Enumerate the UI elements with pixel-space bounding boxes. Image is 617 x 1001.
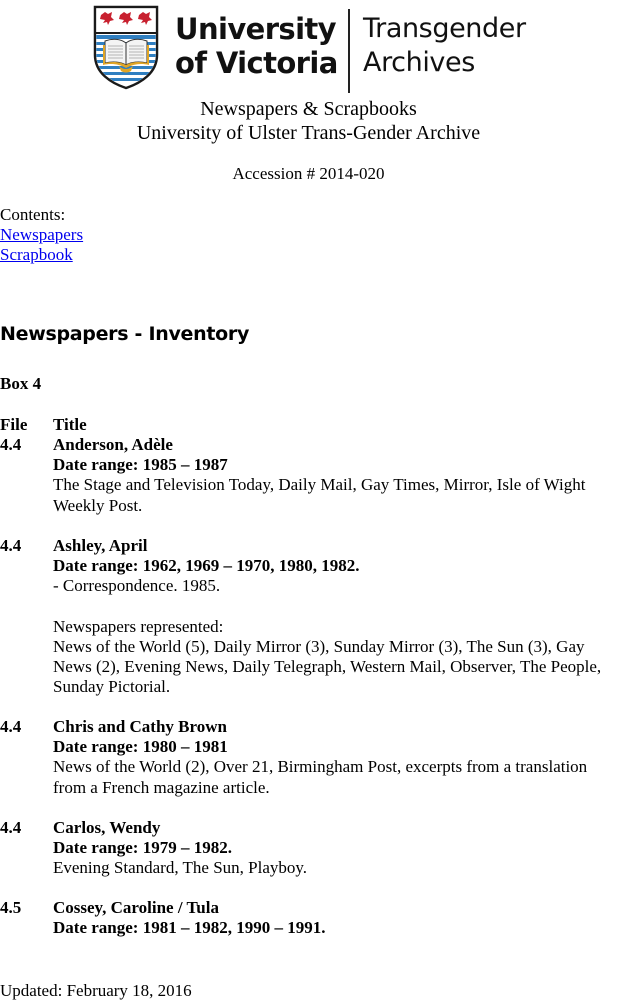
- entry-title: Chris and Cathy Brown: [53, 717, 227, 736]
- column-header-title: Title: [53, 415, 87, 434]
- archives-line1: Transgender: [363, 13, 526, 44]
- entry-title: Cossey, Caroline / Tula: [53, 898, 219, 917]
- entry-description: - Correspondence. 1985.: [53, 576, 221, 596]
- archives-line2: Archives: [363, 47, 475, 78]
- entry-date-range: Date range: 1979 – 1982.: [53, 838, 232, 858]
- file-number: 4.4: [0, 717, 22, 736]
- university-line1: University: [175, 12, 336, 46]
- entry-sub-description: News of the World (5), Daily Mirror (3), Sunday Mirror (3), The Sun (3), Gay News (2), Evening News, Daily Telegraph, Western Mail, Observer, The People, Sunday Pictorial.: [53, 636, 602, 697]
- entry-title: Carlos, Wendy: [53, 818, 161, 837]
- column-header-file: File: [0, 415, 28, 434]
- document-subtitle: University of Ulster Trans-Gender Archive: [136, 122, 481, 144]
- contents-list: [0, 205, 83, 265]
- entry-description: Evening Standard, The Sun, Playboy.: [53, 858, 308, 878]
- logo-divider: [348, 9, 350, 93]
- entry-date-range: Date range: 1981 – 1982, 1990 – 1991.: [53, 918, 326, 938]
- box-label: Box 4: [0, 374, 42, 393]
- file-number: 4.4: [0, 818, 22, 837]
- uvic-crest-icon: [93, 5, 159, 90]
- file-number: 4.5: [0, 898, 22, 917]
- section-heading: Newspapers - Inventory: [0, 323, 250, 345]
- university-line2: of Victoria: [175, 46, 338, 80]
- university-of-victoria-wordmark: [175, 12, 338, 80]
- uvic-transgender-archives-logo: [93, 5, 543, 91]
- contents-link-newspapers[interactable]: Newspapers: [0, 225, 84, 244]
- entry-title: Anderson, Adèle: [53, 435, 173, 454]
- entry-description: The Stage and Television Today, Daily Mail, Gay Times, Mirror, Isle of Wight Weekly Post.: [53, 475, 586, 515]
- entry-date-range: Date range: 1980 – 1981: [53, 737, 228, 757]
- entry-date-range: Date range: 1962, 1969 – 1970, 1980, 1982.: [53, 556, 360, 576]
- updated-date: Updated: February 18, 2016: [0, 981, 192, 1000]
- contents-link-scrapbook[interactable]: Scrapbook: [0, 245, 73, 264]
- file-number: 4.4: [0, 435, 22, 454]
- transgender-archives-wordmark: [363, 12, 526, 80]
- entry-title: Ashley, April: [53, 536, 148, 555]
- entry-description: News of the World (2), Over 21, Birmingham Post, excerpts from a translation from a French magazine article.: [53, 757, 588, 797]
- file-number: 4.4: [0, 536, 22, 555]
- document-title: Newspapers & Scrapbooks: [200, 98, 417, 120]
- entry-date-range: Date range: 1985 – 1987: [53, 455, 228, 475]
- accession-number: Accession # 2014-020: [232, 164, 385, 183]
- contents-label: Contents:: [0, 205, 66, 224]
- entry-sub-label: Newspapers represented:: [53, 616, 224, 636]
